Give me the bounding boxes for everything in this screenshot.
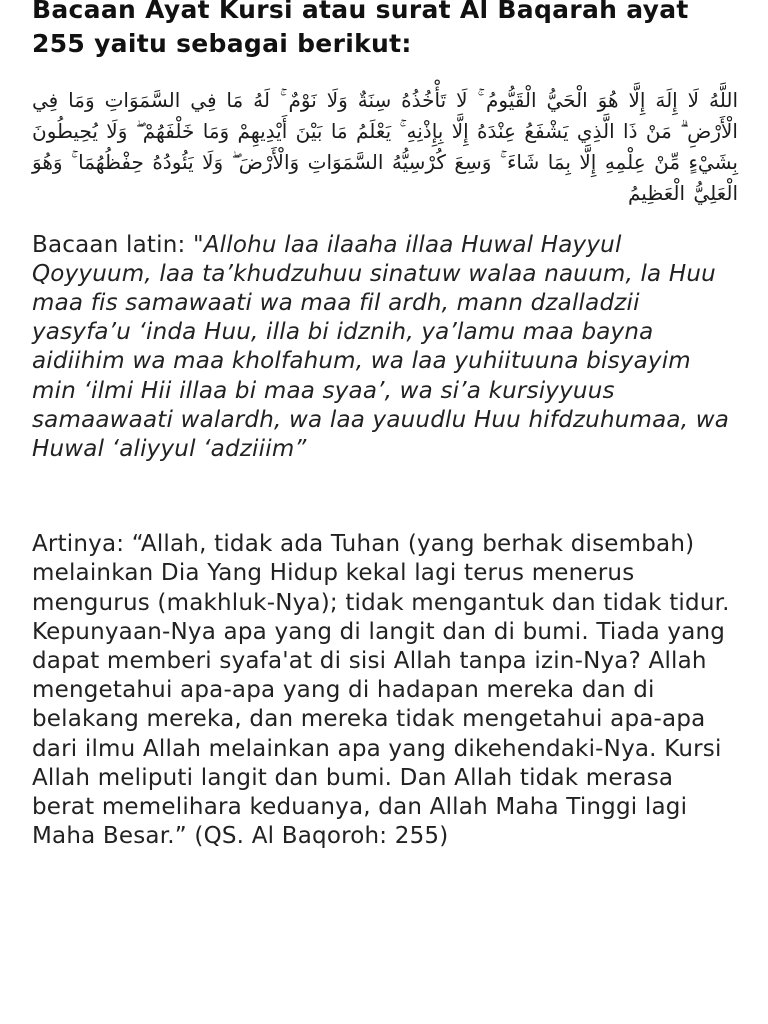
translation-text: Artinya: “Allah, tidak ada Tuhan (yang berhak disembah) melainkan Dia Yang Hidup kekal lagi terus menerus mengurus (makhluk-Nya); tidak mengantuk dan tidak tidur. Kepunyaan-Nya apa yang di langit dan di bumi. Tiada yang dapat memberi syafa'at di sisi Allah tanpa izin-Nya? Allah mengetahui apa-apa yang di hadapan mereka dan di belakang mereka, dan mereka tidak mengetahui apa-apa dari ilmu Allah melainkan apa yang dikehendaki-Nya. Kursi Allah meliputi langit dan bumi. Dan Allah tidak merasa berat memelihara keduanya, dan Allah Maha Tinggi lagi Maha Besar.” (QS. Al Baqoroh: 255): [32, 531, 730, 850]
article-heading: Bacaan Ayat Kursi atau surat Al Baqarah ayat 255 yaitu sebagai berikut:: [32, 0, 689, 58]
latin-transliteration-text: "Allohu laa ilaaha illaa Huwal Hayyul Qoyyuum, laa ta’khudzuhuu sinatuw walaa nauum, la Huu maa fis samawaati wa maa fil ardh, mann dzalladzii yasyfa’u ‘inda Huu, illa bi idznih, ya’lamu maa bayna aidiihim wa maa kholfahum, wa laa yuhiituuna bisyayim min ‘ilmi Hii illaa bi maa syaa’, wa si’a kursiyyuus samaawaati walardh, wa laa yauudlu Huu hifdzuhumaa, wa Huwal ‘aliyyul ‘adziiim”: [32, 231, 730, 462]
ayat-kursi-arabic-text: اللَّهُ لَا إِلَهَ إِلَّا هُوَ الْحَيُّ الْقَيُّومُ ۚ لَا تَأْخُذُهُ سِنَةٌ وَلَا نَوْمٌ ۚ لَهُ مَا فِي السَّمَوَاتِ وَمَا فِي الْأَرْضِ ۗ مَنْ ذَا الَّذِي يَشْفَعُ عِنْدَهُ إِلَّا بِإِذْنِهِ ۚ يَعْلَمُ مَا بَيْنَ أَيْدِيهِمْ وَمَا خَلْفَهُمْ ۖ وَلَا يُحِيطُونَ بِشَيْءٍ مِّنْ عِلْمِهِ إِلَّا بِمَا شَاءَ ۚ وَسِعَ كُرْسِيُّهُ السَّمَوَاتِ وَالْأَرْضَ ۖ وَلَا يَئُودُهُ حِفْظُهُمَا ۚ وَهُوَ الْعَلِيُّ الْعَظِيمُ: [32, 87, 738, 205]
latin-label: Bacaan latin:: [32, 231, 193, 258]
latin-transliteration-paragraph: [32, 231, 738, 465]
